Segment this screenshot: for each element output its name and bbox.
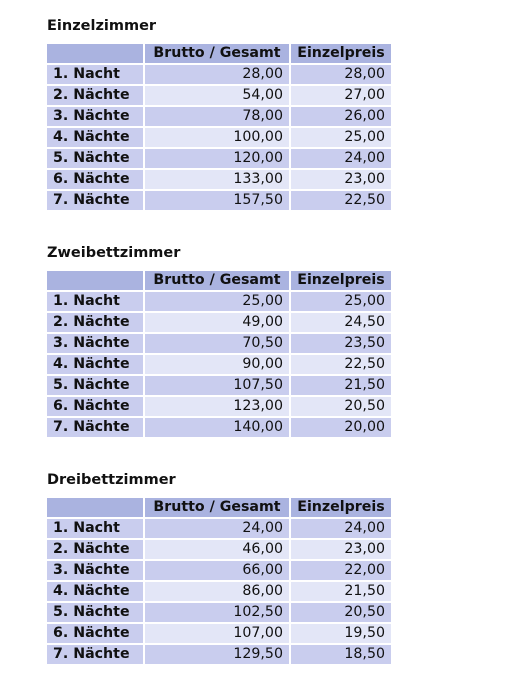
brutto-gesamt-cell: 78,00 bbox=[145, 107, 289, 126]
header-brutto-gesamt: Brutto / Gesamt bbox=[145, 44, 289, 63]
row-label: 5. Nächte bbox=[47, 149, 143, 168]
row-label: 1. Nacht bbox=[47, 65, 143, 84]
section-zweibettzimmer bbox=[47, 243, 393, 439]
header-corner bbox=[47, 271, 143, 290]
table-header-row bbox=[47, 498, 391, 517]
einzelpreis-cell: 23,50 bbox=[291, 334, 391, 353]
brutto-gesamt-cell: 28,00 bbox=[145, 65, 289, 84]
brutto-gesamt-cell: 90,00 bbox=[145, 355, 289, 374]
table-row bbox=[47, 519, 391, 538]
table-row bbox=[47, 313, 391, 332]
table-row bbox=[47, 603, 391, 622]
einzelpreis-cell: 21,50 bbox=[291, 376, 391, 395]
einzelpreis-cell: 23,00 bbox=[291, 540, 391, 559]
brutto-gesamt-cell: 133,00 bbox=[145, 170, 289, 189]
table-row bbox=[47, 582, 391, 601]
row-label: 2. Nächte bbox=[47, 313, 143, 332]
row-label: 7. Nächte bbox=[47, 191, 143, 210]
brutto-gesamt-cell: 70,50 bbox=[145, 334, 289, 353]
einzelpreis-cell: 22,00 bbox=[291, 561, 391, 580]
section-title: Dreibettzimmer bbox=[47, 472, 176, 488]
row-label: 7. Nächte bbox=[47, 418, 143, 437]
einzelpreis-cell: 24,00 bbox=[291, 519, 391, 538]
header-einzelpreis: Einzelpreis bbox=[291, 271, 391, 290]
einzelpreis-cell: 25,00 bbox=[291, 128, 391, 147]
row-label: 3. Nächte bbox=[47, 334, 143, 353]
header-corner bbox=[47, 498, 143, 517]
brutto-gesamt-cell: 140,00 bbox=[145, 418, 289, 437]
brutto-gesamt-cell: 107,50 bbox=[145, 376, 289, 395]
brutto-gesamt-cell: 49,00 bbox=[145, 313, 289, 332]
einzelpreis-cell: 20,00 bbox=[291, 418, 391, 437]
einzelpreis-cell: 22,50 bbox=[291, 355, 391, 374]
row-label: 4. Nächte bbox=[47, 355, 143, 374]
einzelpreis-cell: 20,50 bbox=[291, 397, 391, 416]
brutto-gesamt-cell: 46,00 bbox=[145, 540, 289, 559]
brutto-gesamt-cell: 102,50 bbox=[145, 603, 289, 622]
row-label: 4. Nächte bbox=[47, 582, 143, 601]
section-einzelzimmer bbox=[47, 16, 393, 212]
table-row bbox=[47, 128, 391, 147]
table-row bbox=[47, 376, 391, 395]
row-label: 3. Nächte bbox=[47, 107, 143, 126]
table-row bbox=[47, 355, 391, 374]
table-row bbox=[47, 561, 391, 580]
table-row bbox=[47, 397, 391, 416]
row-label: 2. Nächte bbox=[47, 540, 143, 559]
row-label: 6. Nächte bbox=[47, 397, 143, 416]
row-label: 2. Nächte bbox=[47, 86, 143, 105]
table-header-row bbox=[47, 271, 391, 290]
table-row bbox=[47, 170, 391, 189]
row-label: 6. Nächte bbox=[47, 170, 143, 189]
einzelpreis-cell: 25,00 bbox=[291, 292, 391, 311]
brutto-gesamt-cell: 25,00 bbox=[145, 292, 289, 311]
header-einzelpreis: Einzelpreis bbox=[291, 44, 391, 63]
table-row bbox=[47, 65, 391, 84]
brutto-gesamt-cell: 120,00 bbox=[145, 149, 289, 168]
row-label: 5. Nächte bbox=[47, 376, 143, 395]
brutto-gesamt-cell: 54,00 bbox=[145, 86, 289, 105]
table-row bbox=[47, 191, 391, 210]
table-row bbox=[47, 149, 391, 168]
table-row bbox=[47, 292, 391, 311]
header-brutto-gesamt: Brutto / Gesamt bbox=[145, 271, 289, 290]
table-row bbox=[47, 624, 391, 643]
einzelpreis-cell: 27,00 bbox=[291, 86, 391, 105]
row-label: 5. Nächte bbox=[47, 603, 143, 622]
table-row bbox=[47, 540, 391, 559]
einzelpreis-cell: 19,50 bbox=[291, 624, 391, 643]
brutto-gesamt-cell: 24,00 bbox=[145, 519, 289, 538]
price-table bbox=[45, 269, 393, 439]
einzelpreis-cell: 26,00 bbox=[291, 107, 391, 126]
einzelpreis-cell: 22,50 bbox=[291, 191, 391, 210]
price-table bbox=[45, 496, 393, 666]
section-title: Zweibettzimmer bbox=[47, 245, 181, 261]
table-row bbox=[47, 334, 391, 353]
einzelpreis-cell: 24,50 bbox=[291, 313, 391, 332]
einzelpreis-cell: 28,00 bbox=[291, 65, 391, 84]
table-row bbox=[47, 86, 391, 105]
row-label: 4. Nächte bbox=[47, 128, 143, 147]
brutto-gesamt-cell: 157,50 bbox=[145, 191, 289, 210]
einzelpreis-cell: 18,50 bbox=[291, 645, 391, 664]
row-label: 6. Nächte bbox=[47, 624, 143, 643]
header-corner bbox=[47, 44, 143, 63]
einzelpreis-cell: 24,00 bbox=[291, 149, 391, 168]
row-label: 1. Nacht bbox=[47, 519, 143, 538]
einzelpreis-cell: 23,00 bbox=[291, 170, 391, 189]
brutto-gesamt-cell: 123,00 bbox=[145, 397, 289, 416]
table-row bbox=[47, 645, 391, 664]
header-einzelpreis: Einzelpreis bbox=[291, 498, 391, 517]
brutto-gesamt-cell: 66,00 bbox=[145, 561, 289, 580]
table-row bbox=[47, 418, 391, 437]
brutto-gesamt-cell: 100,00 bbox=[145, 128, 289, 147]
section-title: Einzelzimmer bbox=[47, 18, 157, 34]
price-table bbox=[45, 42, 393, 212]
row-label: 3. Nächte bbox=[47, 561, 143, 580]
brutto-gesamt-cell: 129,50 bbox=[145, 645, 289, 664]
header-brutto-gesamt: Brutto / Gesamt bbox=[145, 498, 289, 517]
table-header-row bbox=[47, 44, 391, 63]
brutto-gesamt-cell: 107,00 bbox=[145, 624, 289, 643]
row-label: 7. Nächte bbox=[47, 645, 143, 664]
section-dreibettzimmer bbox=[47, 470, 393, 666]
einzelpreis-cell: 20,50 bbox=[291, 603, 391, 622]
row-label: 1. Nacht bbox=[47, 292, 143, 311]
einzelpreis-cell: 21,50 bbox=[291, 582, 391, 601]
table-row bbox=[47, 107, 391, 126]
brutto-gesamt-cell: 86,00 bbox=[145, 582, 289, 601]
